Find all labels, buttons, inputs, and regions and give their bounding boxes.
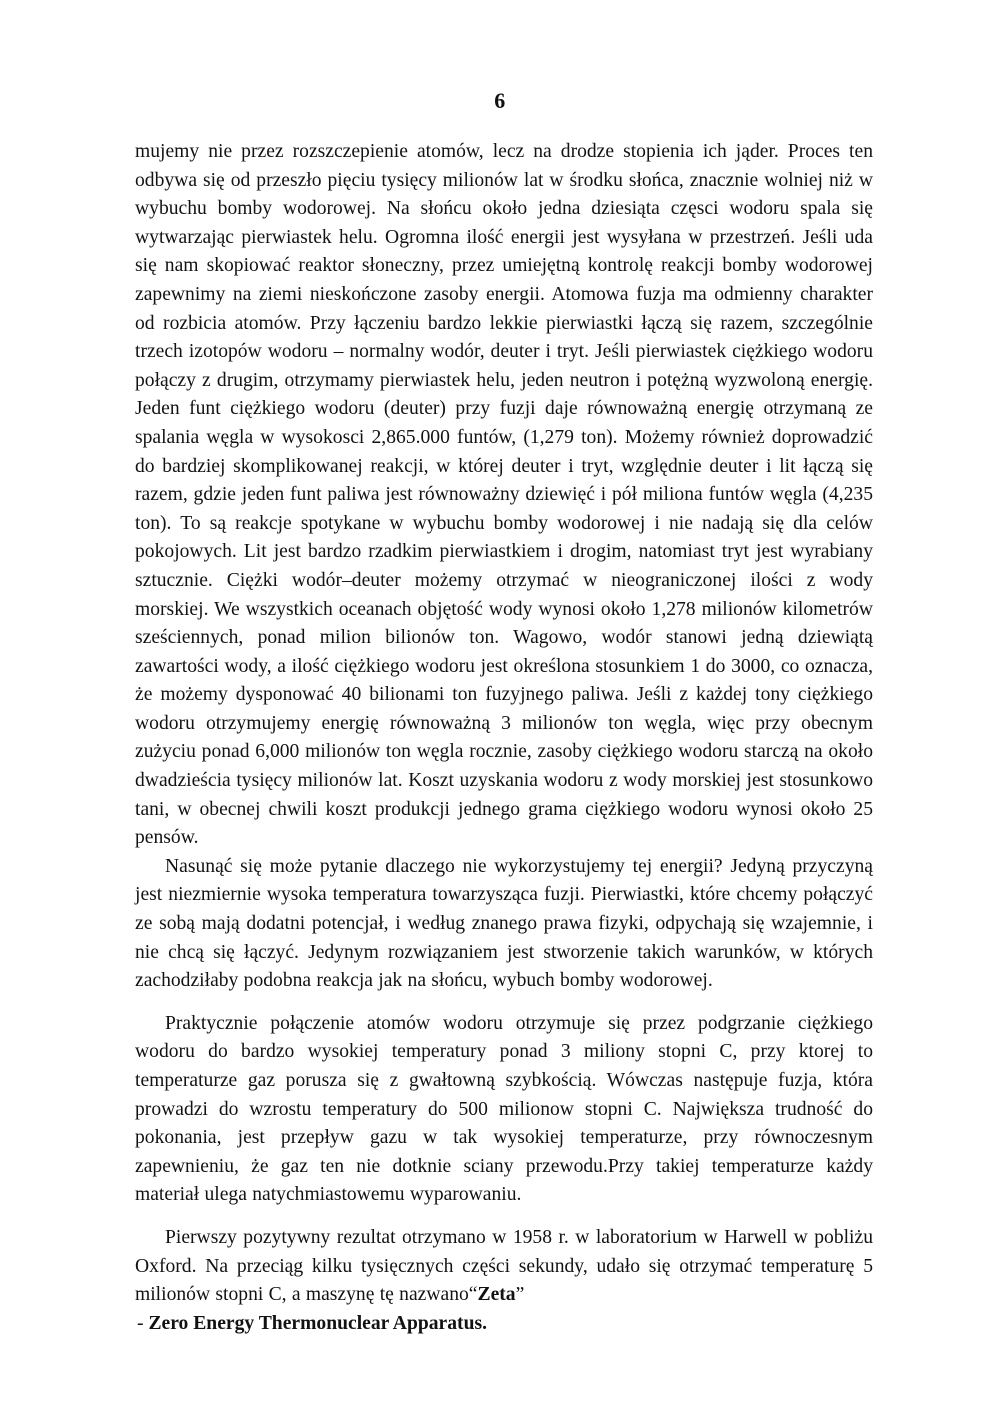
quote-open: “ <box>468 1284 478 1306</box>
paragraph: Nasunąć się może pytanie dlaczego nie wykorzystujemy tej energii? Jedyną przyczyną jest niezmiernie wysoka temperatura towarzysząca fuzji. Pierwiastki, które chcemy połączyć ze sobą mają dodatni potencjał, i według znanego prawa fizyki, odpychają się wzajemnie, i nie chcą się łączyć. Jedynym rozwiązaniem jest stworzenie takich warunków, w których zachodziłaby podobna reakcja jak na słońcu, wybuch bomby wodorowej. <box>135 855 873 992</box>
final-paragraph <box>135 1224 873 1310</box>
acronym-expansion: Zero Energy Thermonuclear Apparatus <box>148 1312 483 1334</box>
tail-dash: - <box>137 1312 144 1334</box>
final-paragraph-lead: Pierwszy pozytywny rezultat otrzymano w 1958 r. w laboratorium w Harwell w pobliżu Oxford. Na przeciąg kilku tysięcznych części sekundy, udało się otrzymać temperaturę 5 milionów stopni C, a maszynę tę nazwano <box>135 1226 873 1306</box>
machine-name: Zeta <box>477 1284 516 1306</box>
page-number: 6 <box>494 88 506 113</box>
body-text-column <box>135 138 873 1338</box>
paragraph: mujemy nie przez rozszczepienie atomów, lecz na drodze stopienia ich jąder. Proces ten odbywa się od przeszło pięciu tysięcy milionów lat w środku słońca, znacznie wolniej niż w wybuchu bomby wodorowej. Na słońcu około jedna dziesiąta częsci wodoru spala się wytwarzając pierwiastek helu. Ogromna ilość energii jest wysyłana w przestrzeń. Jeśli uda się nam skopiować reaktor słoneczny, przez umiejętną kontrolę reakcji bomby wodorowej zapewnimy na ziemi nieskończone zasoby energii. Atomowa fuzja ma odmienny charakter od rozbicia atomów. Przy łączeniu bardzo lekkie pierwiastki łączą się razem, szczególnie trzech izotopów wodoru – normalny wodór, deuter i tryt. Jeśli pierwiastek ciężkiego wodoru połączy z drugim, otrzymamy pierwiastek helu, jeden neutron i potężną wyzwoloną energię. Jeden funt ciężkiego wodoru (deuter) przy fuzji daje równoważną energię otrzymaną ze spalania węgla w wysokosci 2,865.000 funtów, (1,279 ton). Możemy również doprowadzić do bardziej skomplikowanej reakcji, w której deuter i tryt, względnie deuter i lit łączą się razem, gdzie jeden funt paliwa jest równoważny dziewięć i pół miliona funtów węgla (4,235 ton). To są reakcje spotykane w wybuchu bomby wodorowej i nie nadają się dla celów pokojowych. Lit jest bardzo rzadkim pierwiastkiem i drogim, natomiast tryt jest wyrabiany sztucznie. Ciężki wodór–deuter możemy otrzymać w nieograniczonej ilości z wody morskiej. We wszystkich oceanach objętość wody wynosi około 1,278 milionów kilometrów sześciennych, ponad milion bilionów ton. Wagowo, wodór stanowi jedną dziewiątą zawartości wody, a ilość ciężkiego wodoru jest określona stosunkiem 1 do 3000, co oznacza, że możemy dysponować 40 bilionami ton fuzyjnego paliwa. Jeśli z każdej tony ciężkiego wodoru otrzymujemy energię równoważną 3 milionów ton węgla, więc przy obecnym zużyciu ponad 6,000 milionów ton węgla rocznie, zasoby ciężkiego wodoru starczą na około dwadzieścia tysięcy milionów lat. Koszt uzyskania wodoru z wody morskiej jest stosunkowo tani, w obecnej chwili koszt produkcji jednego grama ciężkiego wodoru wynosi około 25 pensów. <box>135 141 873 849</box>
tail-period: . <box>482 1312 487 1334</box>
paragraph: Praktycznie połączenie atomów wodoru otrzymuje się przez podgrzanie ciężkiego wodoru do bardzo wysokiej temperatury ponad 3 miliony stopni C, przy ktorej to temperaturze gaz porusza się z gwałtowną szybkością. Wówczas następuje fuzja, która prowadzi do wzrostu temperatury do 500 milionow stopni C. Największa trudność do pokonania, jest przepływ gazu w tak wysokiej temperaturze, przy równoczesnym zapewnieniu, że gaz ten nie dotknie sciany przewodu.Przy takiej temperaturze każdy materiał ulega natychmiastowemu wyparowaniu. <box>135 1012 873 1206</box>
final-paragraph-tail <box>135 1310 873 1339</box>
quote-close: ” <box>515 1284 525 1306</box>
